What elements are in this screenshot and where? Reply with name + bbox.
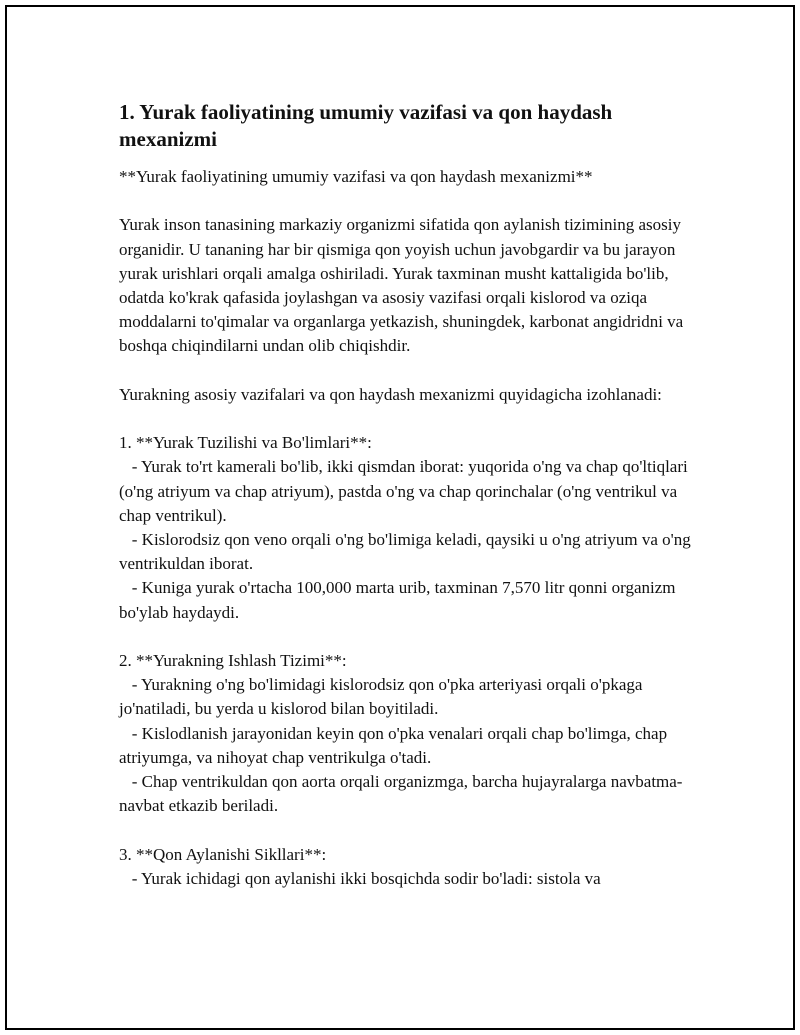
document-body: **Yurak faoliyatining umumiy vazifasi va qon haydash mexanizmi** Yurak inson tanasining markaziy organizmi sifatida qon aylanish tizimining asosiy organidir. U tananing har bir qismiga qon yoyish uchun javobgardir va bu jarayon yurak urishlari orqali amalga oshiriladi. Yurak taxminan musht kattaligida bo'lib, odatda ko'krak qafasida joylashgan va asosiy vazifasi orqali kislorod va oziqa moddalarni to'qimalar va organlarga yetkazish, shuningdek, karbonat angidridni va boshqa chiqindilarni undan olib chiqishdir. Yurakning asosiy vazifalari va qon haydash mexanizmi quyidagicha izohlanadi: 1. **Yurak Tuzilishi va Bo'limlari**: - Yurak to'rt kamerali bo'lib, ikki qismdan iborat: yuqorida o'ng va chap qo'ltiqlari (o'ng atriyum va chap atriyum), pastda o'ng va chap qorinchalar (o'ng ventrikul va chap ventrikul). - Kislorodsiz qon veno orqali o'ng bo'limiga keladi, qaysiki u o'ng atriyum va o'ng ventrikuldan iborat. - Kuniga yurak o'rtacha 100,000 marta urib, taxminan 7,570 litr qonni organizm bo'ylab haydaydi. 2. **Yurakning Ishlash Tizimi**: - Yurakning o'ng bo'limidagi kislorodsiz qon o'pka arteriyasi orqali o'pkaga jo'natiladi, bu yerda u kislorod bilan boyitiladi. - Kislodlanish jarayonidan keyin qon o'pka venalari orqali chap bo'limga, chap atriyumga, va nihoyat chap ventrikulga o'tadi. - Chap ventrikuldan qon aorta orqali organizmga, barcha hujayralarga navbatma-navbat etkazib beriladi. 3. **Qon Aylanishi Sikllari**: - Yurak ichidagi qon aylanishi ikki bosqichda sodir bo'ladi: sistola va — [119, 167, 691, 888]
document-content — [119, 99, 694, 891]
document-page — [5, 5, 795, 1030]
document-title: 1. Yurak faoliyatining umumiy vazifasi va qon haydash mexanizmi — [119, 100, 613, 151]
